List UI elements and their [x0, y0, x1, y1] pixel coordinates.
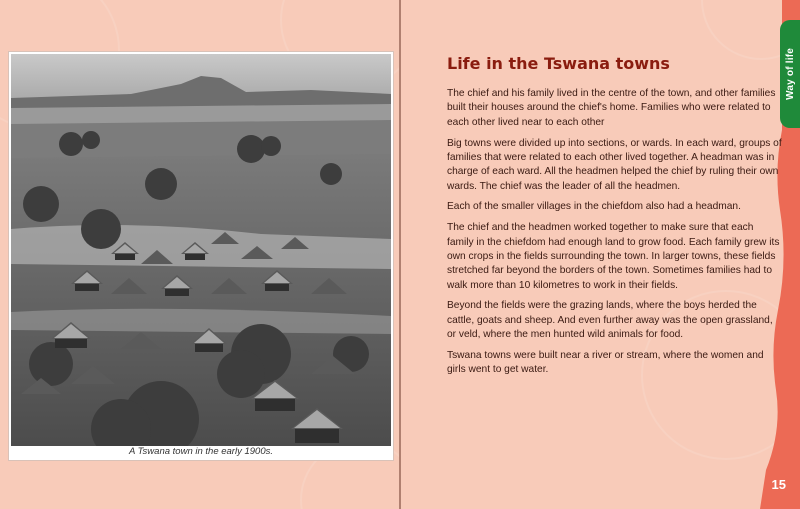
article-title: Life in the Tswana towns — [447, 54, 670, 73]
photo-frame — [8, 51, 394, 461]
tswana-town-photo — [11, 54, 391, 446]
article-body — [447, 87, 782, 384]
section-tab — [780, 20, 800, 128]
paragraph: Each of the smaller villages in the chiefdom also had a headman. — [447, 201, 741, 213]
village-photo-illustration — [11, 54, 391, 446]
paragraph: Tswana towns were built near a river or stream, where the women and girls went to get water. — [447, 349, 764, 376]
section-tab-label: Way of life — [784, 48, 796, 100]
paragraph: Big towns were divided up into sections, or wards. In each ward, groups of families that were related to each other lived together. A headman was in charge of each ward. All the headmen helped the chief by ruling their own wards. The chief was the leader of all the headmen. — [447, 137, 782, 192]
page-number: 15 — [771, 477, 786, 492]
paragraph: The chief and the headmen worked together to make sure that each family in the chiefdom had enough land to grow food. Each family grew its own crops in the fields surrounding the town. In larger towns, these fields stretched far beyond the borders of the town. Sometimes families had to walk more than 10 kilometres to work in their fields. — [447, 222, 780, 291]
photo-caption: A Tswana town in the early 1900s. — [129, 446, 273, 457]
paragraph: The chief and his family lived in the centre of the town, and other families built their houses around the chief's home. Families who were related to each other lived near to each other — [447, 88, 776, 128]
paragraph: Beyond the fields were the grazing lands, where the boys herded the cattle, goats and sheep. And even further away was the open grassland, or veld, where the men hunted wild animals for food. — [447, 300, 773, 341]
